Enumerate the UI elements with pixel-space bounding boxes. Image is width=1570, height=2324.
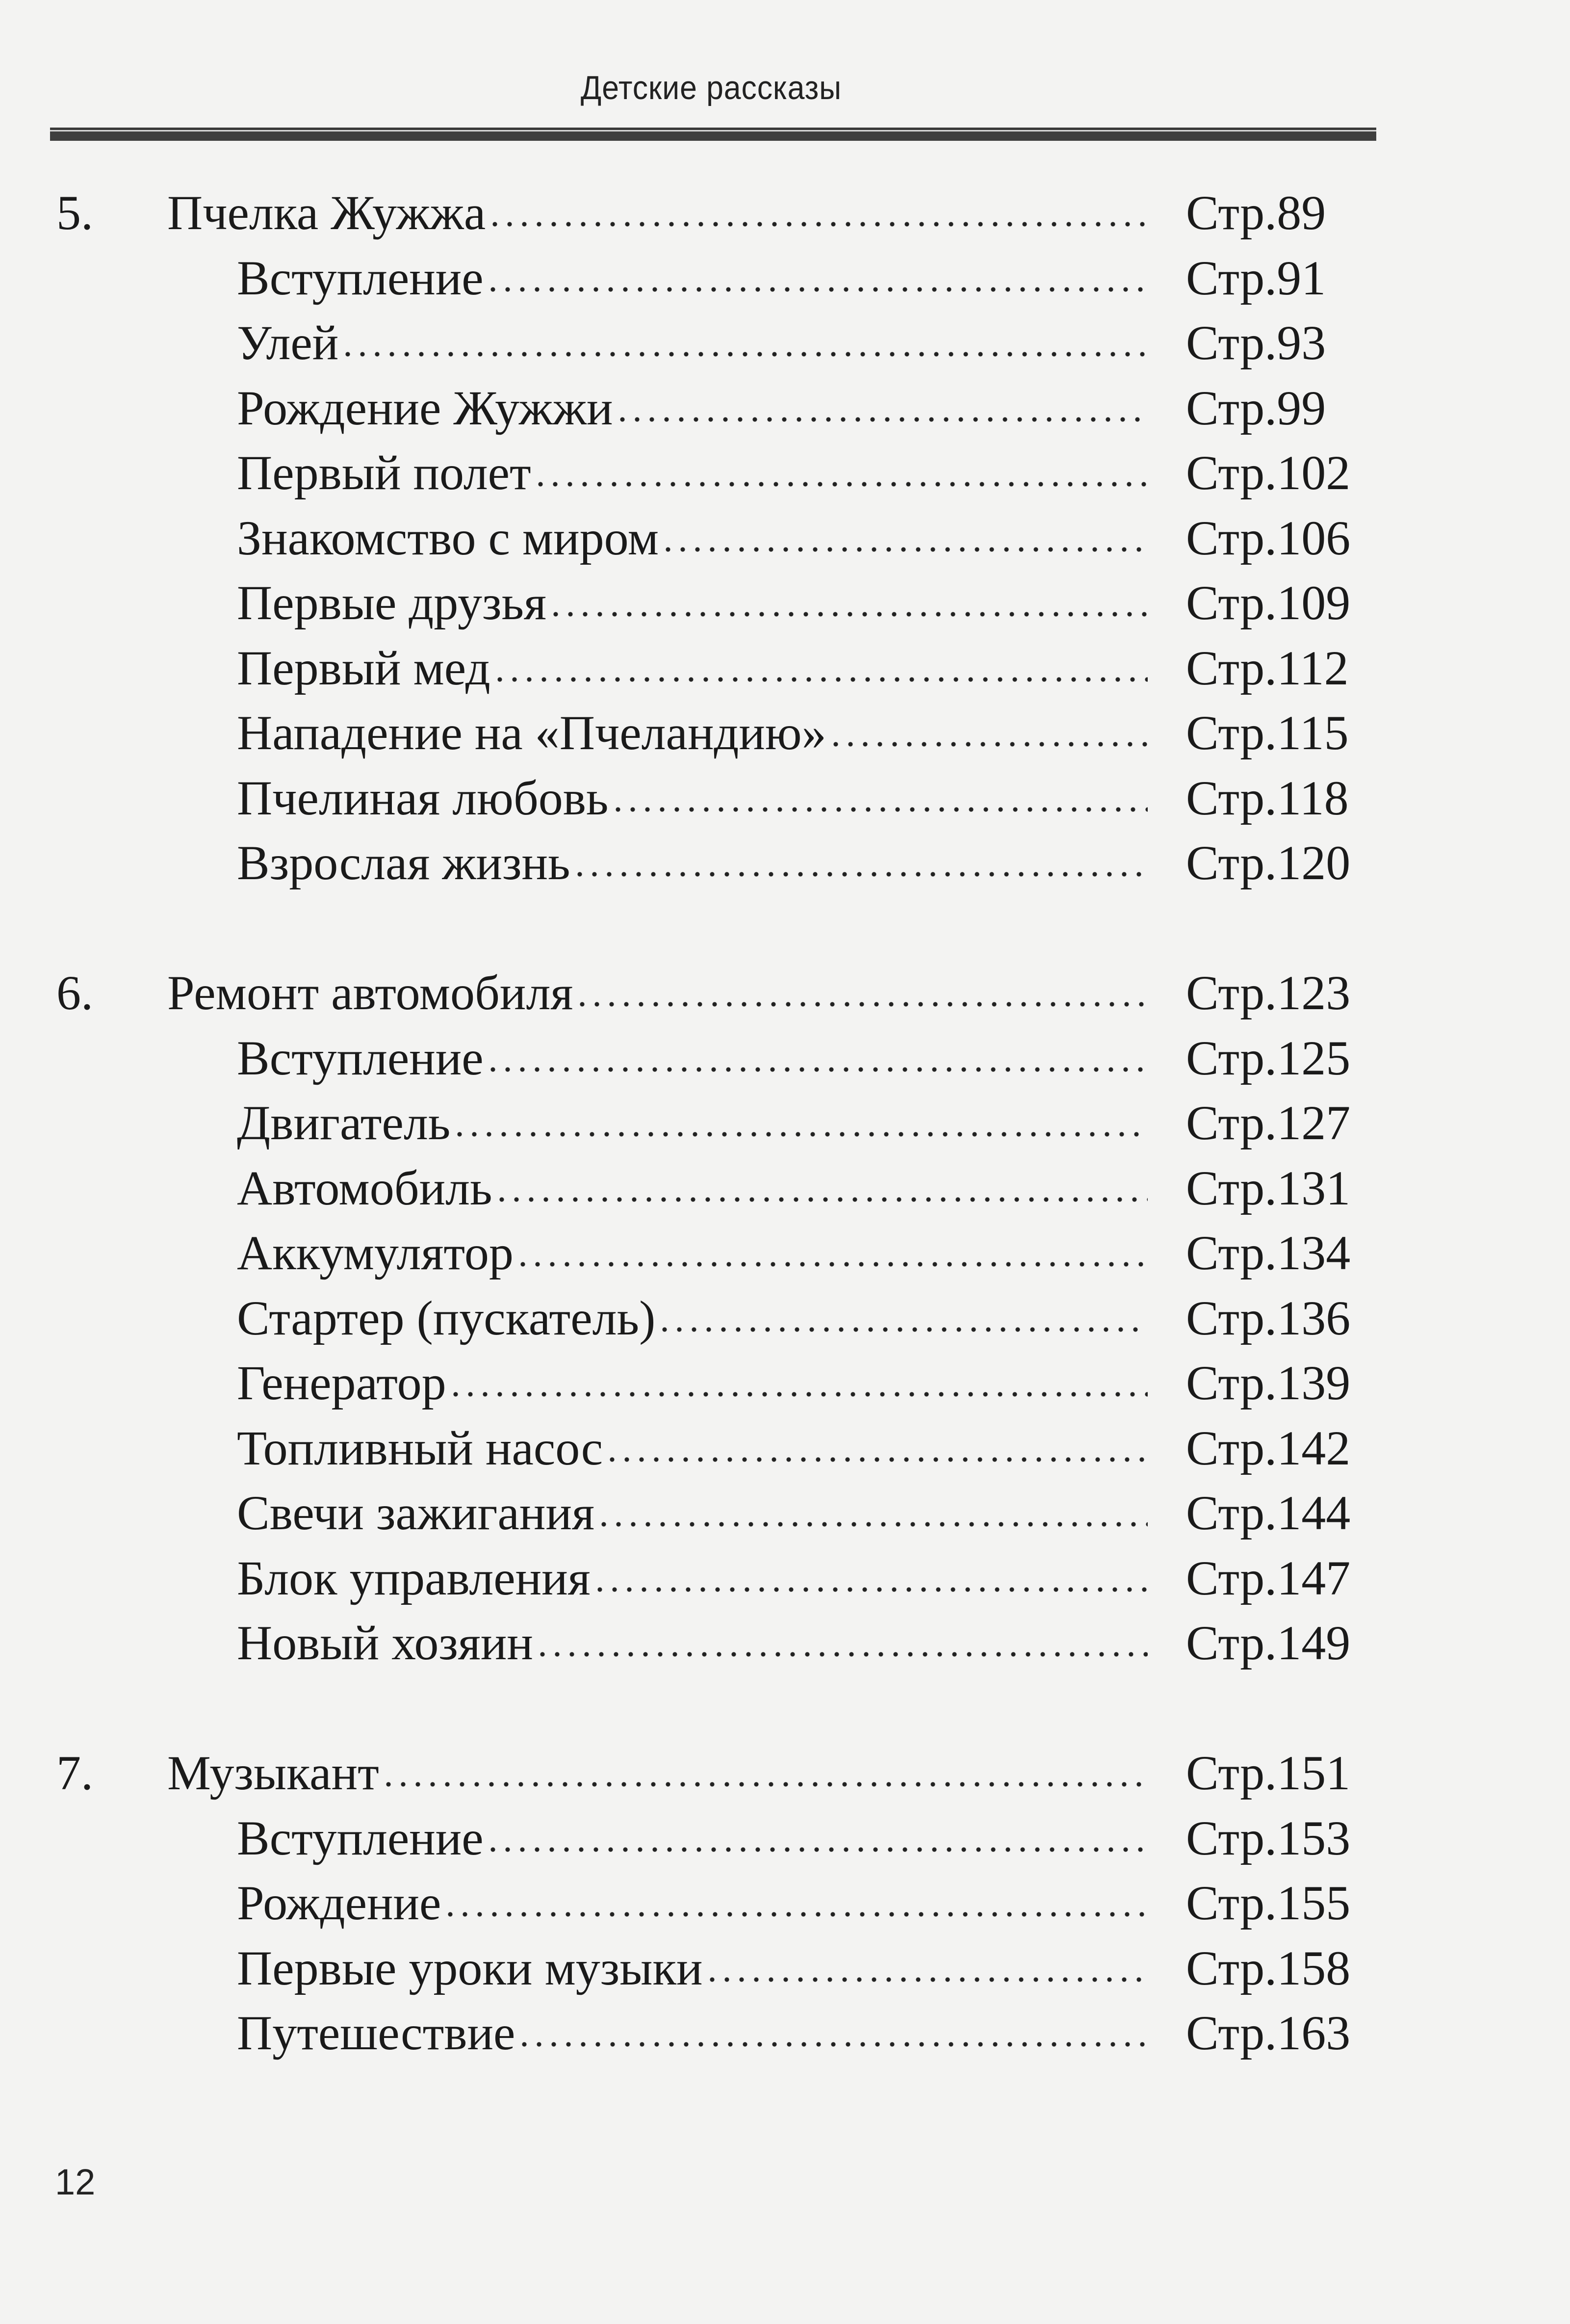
toc-item-row [0, 376, 1570, 441]
item-page: Стр.93 [1186, 315, 1326, 370]
section-page: Стр.89 [1186, 185, 1326, 240]
toc-item-row [0, 506, 1570, 571]
toc-item-row [0, 831, 1570, 896]
item-entry [237, 311, 1148, 376]
dot-leader [535, 1651, 1148, 1657]
item-title: Блок управления [237, 1550, 591, 1605]
item-entry [237, 1936, 1148, 2001]
item-page: Стр.106 [1186, 510, 1351, 565]
item-entry [237, 376, 1148, 441]
item-entry [237, 1351, 1148, 1416]
running-header-title: Детские рассказы [580, 69, 842, 106]
item-page: Стр.112 [1186, 640, 1349, 695]
item-entry [237, 636, 1148, 701]
item-entry [237, 1416, 1148, 1481]
section-spacer [0, 896, 1570, 961]
item-page: Стр.136 [1186, 1290, 1351, 1345]
toc-item-row [0, 1156, 1570, 1221]
item-entry [237, 2001, 1148, 2066]
item-entry [237, 441, 1148, 506]
toc-item-row [0, 2001, 1570, 2066]
item-page: Стр.125 [1186, 1030, 1351, 1085]
dot-leader [381, 1781, 1148, 1787]
header-rule [50, 128, 1376, 141]
dot-leader [517, 2041, 1148, 2047]
item-entry [237, 1286, 1148, 1351]
item-page: Стр.102 [1186, 445, 1351, 500]
dot-leader [661, 547, 1148, 552]
item-entry [237, 831, 1148, 896]
item-title: Аккумулятор [237, 1226, 514, 1280]
toc-item-row [0, 1221, 1570, 1286]
section-page: Стр.123 [1186, 966, 1351, 1020]
dot-leader [494, 1197, 1148, 1202]
page-number: 12 [55, 2162, 96, 2202]
toc-item-row [0, 1871, 1570, 1936]
section-entry [167, 181, 1148, 246]
dot-leader [443, 1911, 1148, 1917]
item-page: Стр.120 [1186, 836, 1351, 890]
dot-leader [572, 871, 1148, 877]
section-number: 5. [56, 185, 93, 240]
item-title: Первый мед [237, 640, 490, 695]
toc-item-row [0, 1936, 1570, 2001]
item-title: Топливный насос [237, 1420, 603, 1475]
item-page: Стр.131 [1186, 1160, 1351, 1215]
section-page: Стр.151 [1186, 1746, 1351, 1800]
toc-item-row [0, 1806, 1570, 1871]
dot-leader [452, 1131, 1148, 1137]
item-page: Стр.144 [1186, 1486, 1351, 1540]
item-title: Первые друзья [237, 575, 547, 630]
item-title: Двигатель [237, 1096, 451, 1150]
item-page: Стр.118 [1186, 770, 1349, 825]
dot-leader [486, 1847, 1148, 1853]
dot-leader [488, 221, 1148, 227]
item-entry [237, 1481, 1148, 1546]
toc-item-row [0, 571, 1570, 636]
item-title: Улей [237, 315, 339, 370]
item-title: Вступление [237, 1030, 484, 1085]
item-page: Стр.158 [1186, 1940, 1351, 1995]
item-title: Первый полет [237, 445, 531, 500]
dot-leader [828, 741, 1148, 747]
item-title: Стартер (пускатель) [237, 1290, 656, 1345]
item-page: Стр.109 [1186, 575, 1351, 630]
toc-item-row [0, 1611, 1570, 1676]
item-title: Свечи зажигания [237, 1486, 594, 1540]
item-title: Первые уроки музыки [237, 1940, 703, 1995]
item-title: Вступление [237, 1810, 484, 1865]
section-title: Пчелка Жужжа [167, 185, 486, 240]
item-title: Взрослая жизнь [237, 836, 570, 890]
toc-item-row [0, 1481, 1570, 1546]
item-title: Рождение Жужжи [237, 380, 613, 435]
dot-leader [492, 677, 1148, 682]
table-of-contents [0, 181, 1570, 2066]
dot-leader [592, 1587, 1148, 1593]
section-number: 7. [56, 1746, 93, 1800]
toc-item-row [0, 1416, 1570, 1481]
dot-leader [486, 287, 1148, 292]
dot-leader [705, 1977, 1148, 1983]
section-title: Музыкант [167, 1746, 379, 1800]
item-title: Знакомство с миром [237, 510, 659, 565]
toc-item-row [0, 1286, 1570, 1351]
toc-item-row [0, 701, 1570, 766]
section-entry [167, 1741, 1148, 1806]
item-page: Стр.91 [1186, 250, 1326, 305]
item-entry [237, 1026, 1148, 1091]
toc-item-row [0, 1091, 1570, 1156]
item-page: Стр.155 [1186, 1876, 1351, 1930]
item-page: Стр.149 [1186, 1616, 1351, 1670]
dot-leader [340, 351, 1148, 357]
dot-leader [611, 807, 1148, 812]
item-entry [237, 1221, 1148, 1286]
toc-item-row [0, 441, 1570, 506]
item-entry [237, 571, 1148, 636]
toc-section-row [0, 961, 1570, 1026]
toc-item-row [0, 1546, 1570, 1611]
section-title: Ремонт автомобиля [167, 966, 573, 1020]
toc-item-row [0, 766, 1570, 831]
toc-item-row [0, 1026, 1570, 1091]
toc-item-row [0, 1351, 1570, 1416]
item-entry [237, 1806, 1148, 1871]
item-entry [237, 1871, 1148, 1936]
item-entry [237, 1546, 1148, 1611]
toc-section-row [0, 181, 1570, 246]
item-page: Стр.139 [1186, 1356, 1351, 1410]
dot-leader [515, 1261, 1148, 1267]
item-entry [237, 246, 1148, 311]
toc-section-row [0, 1741, 1570, 1806]
item-entry [237, 1611, 1148, 1676]
dot-leader [486, 1067, 1148, 1072]
item-title: Путешествие [237, 2006, 515, 2060]
toc-item-row [0, 636, 1570, 701]
item-title: Автомобиль [237, 1160, 492, 1215]
section-number: 6. [56, 966, 93, 1020]
item-title: Нападение на «Пчеландию» [237, 705, 826, 760]
item-page: Стр.99 [1186, 380, 1326, 435]
item-entry [237, 1091, 1148, 1156]
item-page: Стр.147 [1186, 1550, 1351, 1605]
item-title: Генератор [237, 1356, 446, 1410]
item-title: Вступление [237, 250, 484, 305]
item-title: Пчелиная любовь [237, 770, 609, 825]
item-title: Новый хозяин [237, 1616, 533, 1670]
item-entry [237, 506, 1148, 571]
item-page: Стр.153 [1186, 1810, 1351, 1865]
item-page: Стр.115 [1186, 705, 1349, 760]
item-page: Стр.163 [1186, 2006, 1351, 2060]
item-entry [237, 766, 1148, 831]
item-entry [237, 1156, 1148, 1221]
dot-leader [575, 1001, 1148, 1007]
toc-item-row [0, 311, 1570, 376]
toc-item-row [0, 246, 1570, 311]
dot-leader [615, 417, 1148, 422]
dot-leader [657, 1327, 1148, 1332]
item-page: Стр.127 [1186, 1096, 1351, 1150]
dot-leader [596, 1521, 1148, 1527]
section-entry [167, 961, 1148, 1026]
dot-leader [448, 1391, 1148, 1397]
item-page: Стр.142 [1186, 1420, 1351, 1475]
item-entry [237, 701, 1148, 766]
dot-leader [533, 481, 1148, 487]
section-spacer [0, 1676, 1570, 1741]
dot-leader [548, 611, 1148, 617]
item-page: Стр.134 [1186, 1226, 1351, 1280]
dot-leader [605, 1457, 1148, 1462]
item-title: Рождение [237, 1876, 441, 1930]
